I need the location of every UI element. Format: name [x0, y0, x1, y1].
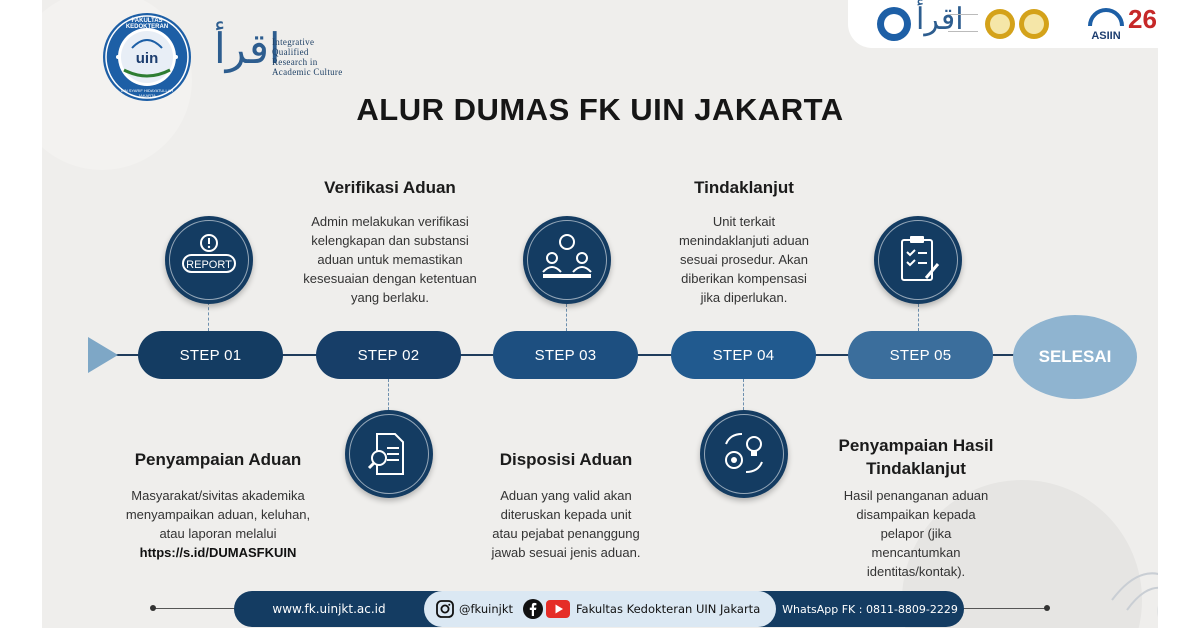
step-03-label: STEP 03 [534, 346, 597, 364]
facebook-icon[interactable] [523, 599, 543, 619]
step-02-title: Verifikasi Aduan [324, 178, 456, 197]
infographic-canvas [42, 0, 1158, 628]
step-04-pill [671, 331, 816, 379]
step-01-desc-text: Masyarakat/sivitas akademika menyampaikan aduan, keluhan, atau laporan melalui [125, 488, 311, 541]
step-01-pill [138, 331, 283, 379]
finish-ellipse [1013, 315, 1137, 399]
step-03-title: Disposisi Aduan [499, 450, 633, 469]
step-04-label: STEP 04 [712, 346, 775, 364]
timeline-start-arrow-icon [88, 337, 118, 373]
step-05-icon-circle [874, 216, 962, 304]
footer-rule-dot-right [1044, 605, 1050, 611]
step-04-desc: Unit terkait menindaklanjuti aduan sesuai prosedur. Akan diberikan kompensasi jika diperlukan. [678, 214, 810, 305]
iqra-tagline [272, 37, 343, 77]
step-05-title: Penyampaian Hasil Tindaklanjut [838, 436, 994, 478]
iqra-small-tagline [948, 14, 978, 32]
gear-bulb-icon [712, 422, 776, 486]
instagram-handle[interactable]: @fkuinjkt [459, 602, 513, 616]
iqra-glyph: اقرأ [214, 24, 281, 73]
connector-step-04 [743, 379, 744, 410]
step-01-label: STEP 01 [179, 346, 242, 364]
iqra-small-glyph: اقرأ [916, 2, 964, 37]
report-icon-text: REPORT [186, 259, 232, 271]
step-04-title: Tindaklanjut [694, 178, 794, 197]
accreditation-logo-strip [848, 0, 1158, 48]
page-title: ALUR DUMAS FK UIN JAKARTA [356, 92, 844, 127]
step-01-title: Penyampaian Aduan [134, 450, 302, 469]
footer-social-pill [424, 591, 776, 627]
step-01-desc [78, 486, 358, 562]
youtube-icon[interactable] [546, 600, 570, 618]
document-search-icon [357, 422, 421, 486]
step-03-desc: Aduan yang valid akan diteruskan kepada unit atau pejabat penanggung jawab sesuai jenis aduan. [491, 488, 641, 560]
step-03-icon-circle [523, 216, 611, 304]
step-01-icon-circle [165, 216, 253, 304]
report-icon [174, 225, 244, 295]
clipboard-checklist-icon [886, 228, 950, 292]
anniversary-logo: 26 [1128, 4, 1157, 34]
footer-rule-dot-left [150, 605, 156, 611]
uin-fk-badge-logo [102, 12, 192, 102]
finish-label: SELESAI [1038, 347, 1112, 366]
footer-whatsapp[interactable]: WhatsApp FK : 0811-8809-2229 [782, 602, 958, 616]
connector-step-01 [208, 302, 209, 331]
tagline-line: Integrative [272, 37, 315, 47]
step-05-label: STEP 05 [889, 346, 952, 364]
asiin-text: ASIIN [1091, 30, 1121, 42]
connector-step-03 [566, 304, 567, 331]
badge-top-text: FAKULTAS KEDOKTERAN [125, 18, 169, 30]
dumas-link[interactable]: https://s.id/DUMASFKUIN [139, 545, 297, 560]
badge-bottom-text: UIN SYARIF HIDAYATULLAH JAKARTA [120, 88, 174, 98]
step-02-desc: Admin melakukan verifikasi kelengkapan dan substansi aduan untuk memastikan kesesuaian dengan ketentuan yang berlaku. [303, 214, 477, 305]
step-04-icon-circle [700, 410, 788, 498]
step-02-label: STEP 02 [357, 346, 420, 364]
facebook-youtube-name[interactable]: Fakultas Kedokteran UIN Jakarta [576, 602, 761, 616]
footer-website[interactable]: www.fk.uinjkt.ac.id [272, 602, 386, 616]
tagline-line: Academic Culture [272, 67, 343, 77]
connector-step-02 [388, 379, 389, 410]
uin-small-logo [876, 6, 912, 42]
step-03-pill [493, 331, 638, 379]
step-02-icon-circle [345, 410, 433, 498]
step-05-pill [848, 331, 993, 379]
connector-step-05 [918, 304, 919, 331]
badge-center-text: uin [135, 50, 159, 67]
tagline-line: Research in [272, 57, 318, 67]
instagram-icon[interactable] [436, 600, 454, 618]
step-02-pill [316, 331, 461, 379]
discussion-icon [535, 228, 599, 292]
unggul-accreditation-seals [984, 8, 1080, 40]
tagline-line: Qualified [272, 47, 309, 57]
step-05-desc: Hasil penanganan aduan disampaikan kepada pelapor (jika mencantumkan identitas/kontak). [843, 488, 989, 579]
